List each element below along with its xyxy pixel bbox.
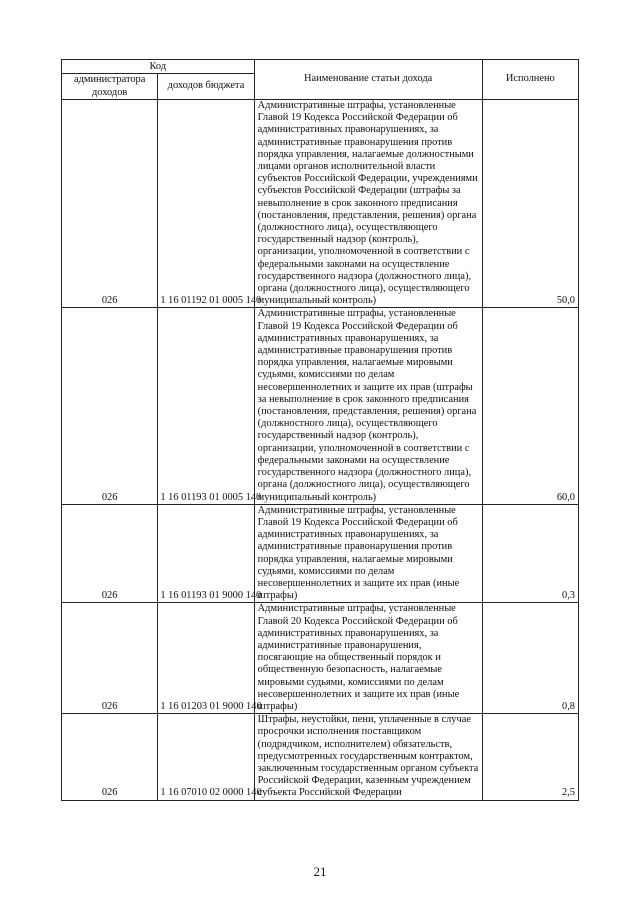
header-kod: Код	[62, 60, 255, 74]
admin-code-cell: 026	[62, 714, 158, 800]
table-row	[62, 308, 579, 504]
header-income-code: доходов бюджета	[158, 74, 254, 100]
income-code-cell: 1 16 01192 01 0005 140	[158, 100, 254, 308]
header-income-name: Наименование статьи дохода	[254, 60, 482, 100]
income-name-cell: Административные штрафы, установленные Главой 19 Кодекса Российской Федерации об административных правонарушениях, за административные правонарушения против порядка управления, налагаемые мировыми судьями, комиссиями по делам несовершеннолетних и защите их прав (штрафы за невыполнение в срок законного предписания (постановления, представления, решения) органа (должностного лица), осуществляющего государственный надзор (контроль), организации, уполномоченной в соответствии с федеральными законами на осуществление государственного надзора (должностного лица), органа (должностного лица), осуществляющего муниципальный контроль)	[254, 308, 482, 504]
executed-amount-cell: 0,8	[482, 603, 578, 714]
admin-code-cell: 026	[62, 504, 158, 603]
header-executed: Исполнено	[482, 60, 578, 100]
income-code-cell: 1 16 07010 02 0000 140	[158, 714, 254, 800]
table-row	[62, 100, 579, 308]
table-row	[62, 714, 579, 800]
income-name-cell: Административные штрафы, установленные Главой 20 Кодекса Российской Федерации об административных правонарушениях, за административные правонарушения, посягающие на общественный порядок и общественную безопасность, налагаемые мировыми судьями, комиссиями по делам несовершеннолетних и защите их прав (иные штрафы)	[254, 603, 482, 714]
table-row	[62, 603, 579, 714]
income-name-cell: Административные штрафы, установленные Главой 19 Кодекса Российской Федерации об административных правонарушениях, за административные правонарушения против порядка управления, налагаемые должностными лицами органов исполнительной власти субъектов Российской Федерации, учреждениями субъектов Российской Федерации (штрафы за невыполнение в срок законного предписания (постановления, представления, решения) органа (должностного лица), осуществляющего государственный надзор (контроль), организации, уполномоченной в соответствии с федеральными законами на осуществление государственного надзора (должностного лица), органа (должностного лица), осуществляющего муниципальный контроль)	[254, 100, 482, 308]
executed-amount-cell: 50,0	[482, 100, 578, 308]
income-name-cell: Штрафы, неустойки, пени, уплаченные в случае просрочки исполнения поставщиком (подрядчиком, исполнителем) обязательств, предусмотренных государственным контрактом, заключенным государственным органом субъекта Российской Федерации, казенным учреждением субъекта Российской Федерации	[254, 714, 482, 800]
budget-income-table-container	[61, 59, 579, 801]
admin-code-cell: 026	[62, 603, 158, 714]
executed-amount-cell: 60,0	[482, 308, 578, 504]
budget-income-table	[61, 59, 579, 801]
page-number: 21	[313, 864, 327, 879]
admin-code-cell: 026	[62, 100, 158, 308]
income-code-cell: 1 16 01193 01 9000 140	[158, 504, 254, 603]
admin-code-cell: 026	[62, 308, 158, 504]
income-code-cell: 1 16 01193 01 0005 140	[158, 308, 254, 504]
table-row	[62, 504, 579, 603]
income-code-cell: 1 16 01203 01 9000 140	[158, 603, 254, 714]
income-name-cell: Административные штрафы, установленные Главой 19 Кодекса Российской Федерации об административных правонарушениях, за административные правонарушения против порядка управления, налагаемые мировыми судьями, комиссиями по делам несовершеннолетних и защите их прав (иные штрафы)	[254, 504, 482, 603]
executed-amount-cell: 2,5	[482, 714, 578, 800]
header-administrator: администратора доходов	[62, 74, 158, 100]
executed-amount-cell: 0,3	[482, 504, 578, 603]
